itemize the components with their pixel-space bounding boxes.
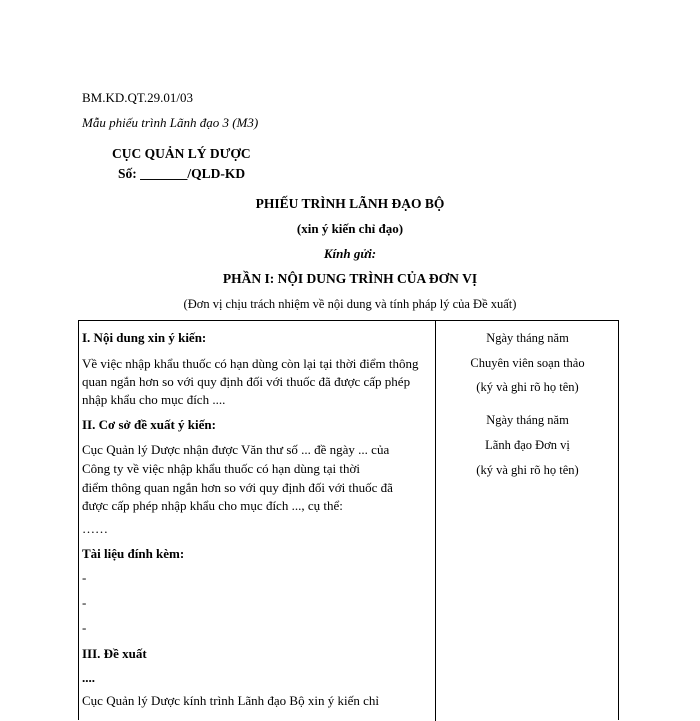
agency-name: CỤC QUẢN LÝ DƯỢC xyxy=(112,146,251,161)
section-3-dots: .... xyxy=(82,670,95,685)
section-1-line: quan ngắn hơn so với quy định đối với thuốc đã được cấp phép xyxy=(82,374,411,389)
submission-table xyxy=(78,320,619,720)
ellipsis-line: …… xyxy=(82,521,108,536)
column-divider xyxy=(435,321,436,721)
drafter-date: Ngày tháng năm xyxy=(486,331,569,345)
leader-date: Ngày tháng năm xyxy=(486,413,569,427)
section-2-line: Cục Quản lý Dược nhận được Văn thư số ... đề ngày ... của xyxy=(82,442,390,457)
form-name: Mẫu phiếu trình Lãnh đạo 3 (M3) xyxy=(82,115,259,130)
attachment-dash: - xyxy=(82,595,87,610)
attachment-dash: - xyxy=(82,620,87,635)
drafter-signature-note: (ký và ghi rõ họ tên) xyxy=(476,380,579,394)
section-1-line: Về việc nhập khẩu thuốc có hạn dùng còn lại tại thời điểm thông xyxy=(82,356,419,371)
leader-signature-note: (ký và ghi rõ họ tên) xyxy=(476,463,579,477)
section-3-heading: III. Đề xuất xyxy=(82,646,147,661)
form-code: BM.KD.QT.29.01/03 xyxy=(82,90,193,105)
section-2-line: được cấp phép nhập khẩu cho mục đích ..., cụ thể: xyxy=(82,498,343,513)
part-heading: PHẦN I: NỘI DUNG TRÌNH CỦA ĐƠN VỊ xyxy=(222,271,478,286)
greeting: Kính gửi: xyxy=(323,246,377,261)
section-3-line: Cục Quản lý Dược kính trình Lãnh đạo Bộ xin ý kiến chỉ xyxy=(82,693,379,708)
section-2-line: điểm thông quan ngắn hơn so với quy định đối với thuốc đã xyxy=(82,480,393,495)
responsibility-note: (Đơn vị chịu trách nhiệm về nội dung và tính pháp lý của Đề xuất) xyxy=(183,297,517,311)
section-2-line: Công ty về việc nhập khẩu thuốc có hạn dùng tại thời xyxy=(82,461,361,476)
document-title: PHIẾU TRÌNH LÃNH ĐẠO BỘ xyxy=(255,196,445,211)
document-number: Số: _______/QLD-KD xyxy=(118,166,246,181)
section-1-line: nhập khẩu cho mục đích .... xyxy=(82,392,226,407)
section-2-heading: II. Cơ sở đề xuất ý kiến: xyxy=(82,417,216,432)
attachment-dash: - xyxy=(82,570,87,585)
drafter-role: Chuyên viên soạn thảo xyxy=(470,356,585,370)
section-1-heading: I. Nội dung xin ý kiến: xyxy=(82,330,207,345)
document-subtitle: (xin ý kiến chỉ đạo) xyxy=(296,221,404,236)
leader-role: Lãnh đạo Đơn vị xyxy=(485,438,570,452)
attachments-heading: Tài liệu đính kèm: xyxy=(82,546,185,561)
